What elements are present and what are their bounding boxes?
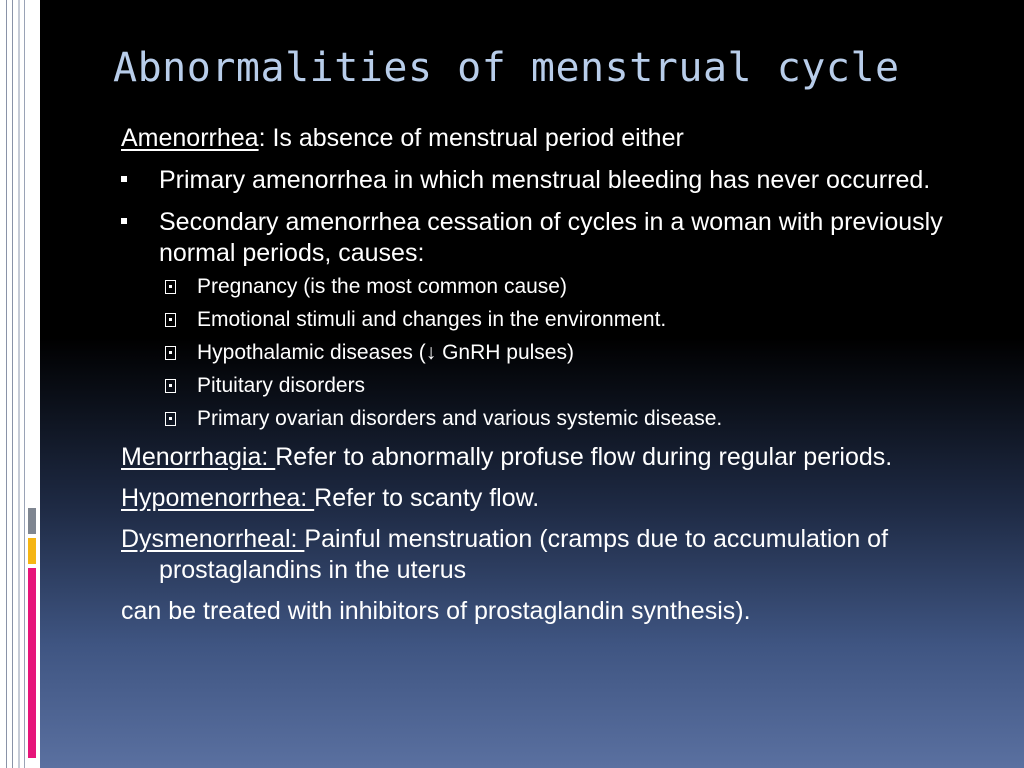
- dysmenorrheal-term: Dysmenorrheal:: [121, 525, 305, 553]
- dysmenorrheal-paragraph: [121, 524, 971, 586]
- cause-item: [121, 340, 971, 366]
- missing-glyph-bullet-icon: [165, 280, 176, 294]
- cause-text: Emotional stimuli and changes in the environment.: [197, 308, 667, 331]
- hypomenorrhea-paragraph: [121, 483, 971, 514]
- left-bar-stripe: [12, 0, 13, 768]
- cause-text: Pregnancy (is the most common cause): [197, 275, 567, 298]
- square-bullet-icon: [121, 176, 127, 182]
- accent-color-strip: [28, 508, 36, 758]
- missing-glyph-bullet-icon: [165, 313, 176, 327]
- amenorrhea-term: Amenorrhea: [121, 124, 259, 152]
- accent-block-pink: [28, 568, 36, 758]
- accent-block-gold: [28, 538, 36, 564]
- cause-item: [121, 274, 971, 300]
- hypomenorrhea-definition: Refer to scanty flow.: [314, 484, 540, 512]
- amenorrhea-type-text: Secondary amenorrhea cessation of cycles in a woman with previously normal periods, causes:: [159, 208, 943, 267]
- missing-glyph-bullet-icon: [165, 379, 176, 393]
- amenorrhea-definition: : Is absence of menstrual period either: [258, 124, 684, 152]
- cause-item: [121, 307, 971, 333]
- slide-body: [121, 118, 971, 627]
- menorrhagia-definition: Refer to abnormally profuse flow during regular periods.: [275, 443, 893, 471]
- amenorrhea-type-text: Primary amenorrhea in which menstrual bleeding has never occurred.: [159, 166, 931, 194]
- cause-text: Hypothalamic diseases (↓ GnRH pulses): [197, 341, 574, 364]
- square-bullet-icon: [121, 218, 127, 224]
- missing-glyph-bullet-icon: [165, 412, 176, 426]
- dysmenorrheal-continuation: can be treated with inhibitors of prostaglandin synthesis).: [121, 597, 751, 625]
- hypomenorrhea-term: Hypomenorrhea:: [121, 484, 315, 512]
- amenorrhea-type-item: [121, 207, 971, 269]
- dysmenorrheal-definition: Painful menstruation (cramps due to accumulation of prostaglandins in the uterus: [159, 525, 889, 584]
- left-bar-stripe: [6, 0, 7, 768]
- left-bar-stripe: [24, 0, 25, 768]
- menorrhagia-term: Menorrhagia:: [121, 443, 276, 471]
- cause-item: [121, 406, 971, 432]
- left-bar-stripe: [18, 0, 20, 768]
- missing-glyph-bullet-icon: [165, 346, 176, 360]
- amenorrhea-paragraph: [121, 123, 971, 154]
- cause-item: [121, 373, 971, 399]
- cause-text: Primary ovarian disorders and various systemic disease.: [197, 407, 723, 430]
- menorrhagia-paragraph: [121, 442, 971, 473]
- accent-block-gray: [28, 508, 36, 534]
- slide-title: Abnormalities of menstrual cycle: [113, 45, 900, 91]
- cause-text: Pituitary disorders: [197, 374, 366, 397]
- amenorrhea-type-item: [121, 165, 971, 196]
